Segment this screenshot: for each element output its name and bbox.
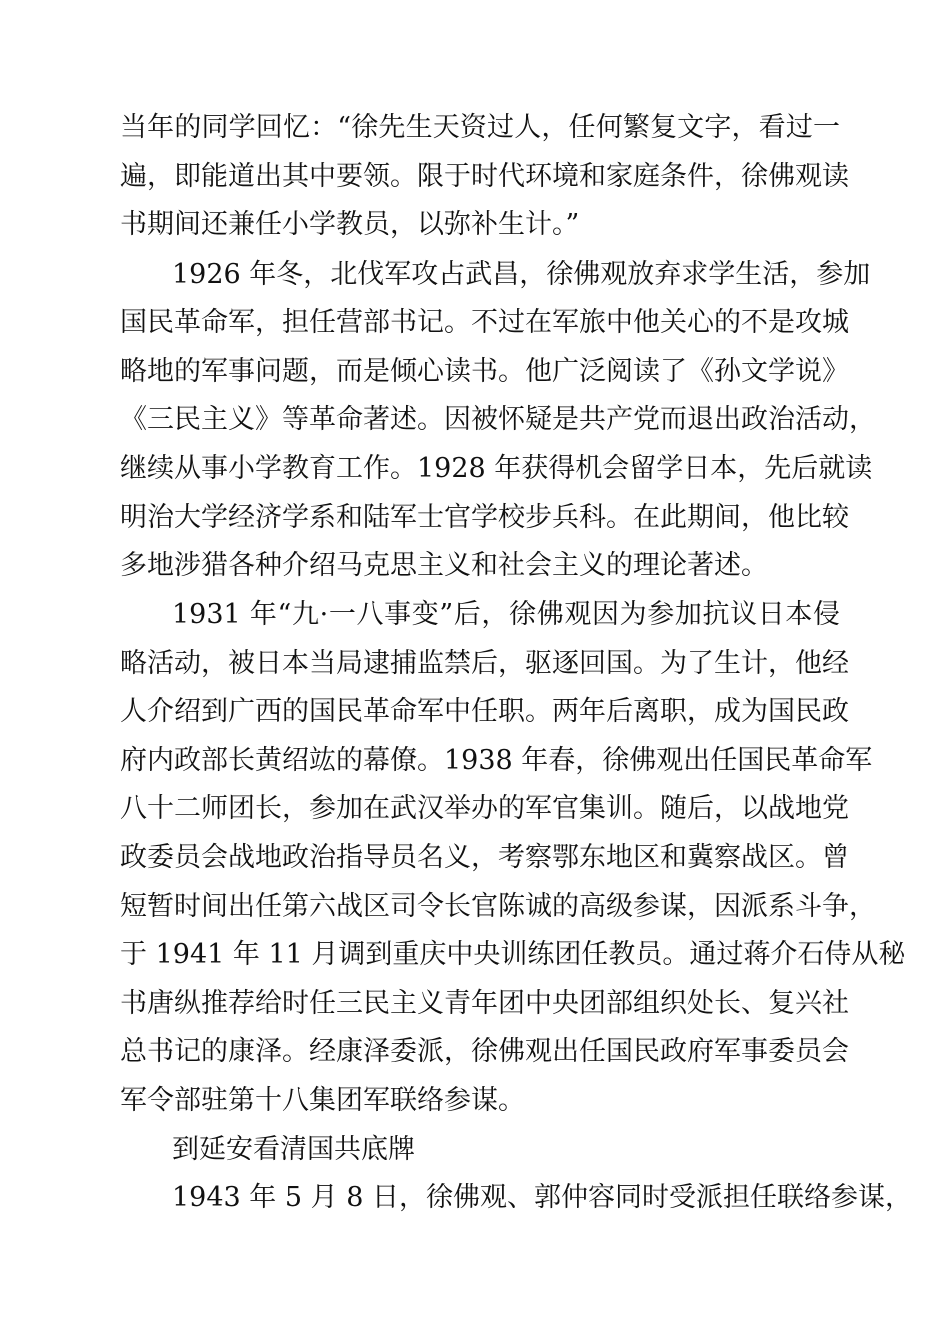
text-line: 遍，即能道出其中要领。限于时代环境和家庭条件，徐佛观读 — [120, 161, 849, 192]
text-line: 军令部驻第十八集团军联络参谋。 — [120, 1085, 525, 1116]
text-line: 略活动，被日本当局逮捕监禁后，驱逐回国。为了生计，他经 — [120, 648, 849, 679]
text-line: 继续从事小学教育工作。1928 年获得机会留学日本，先后就读 — [120, 453, 873, 484]
text-line: 国民革命军，担任营部书记。不过在军旅中他关心的不是攻城 — [120, 307, 849, 338]
text-line: 1931 年“九·一八事变”后，徐佛观因为参加抗议日本侵 — [172, 599, 840, 630]
text-line: 略地的军事问题，而是倾心读书。他广泛阅读了《孙文学说》 — [120, 356, 849, 387]
text-line: 于 1941 年 11 月调到重庆中央训练团任教员。通过蒋介石侍从秘 — [120, 939, 906, 970]
text-line: 《三民主义》等革命著述。因被怀疑是共产党而退出政治活动， — [120, 404, 876, 435]
text-line: 当年的同学回忆：“徐先生天资过人，任何繁复文字，看过一 — [120, 112, 840, 143]
text-line: 人介绍到广西的国民革命军中任职。两年后离职，成为国民政 — [120, 696, 849, 727]
text-line: 总书记的康泽。经康泽委派，徐佛观出任国民政府军事委员会 — [120, 1036, 849, 1067]
text-line: 书唐纵推荐给时任三民主义青年团中央团部组织处长、复兴社 — [120, 988, 849, 1019]
text-line: 1943 年 5 月 8 日，徐佛观、郭仲容同时受派担任联络参谋， — [172, 1182, 912, 1213]
text-line: 府内政部长黄绍竑的幕僚。1938 年春，徐佛观出任国民革命军 — [120, 745, 873, 776]
text-line: 1926 年冬，北伐军攻占武昌，徐佛观放弃求学生活，参加 — [172, 259, 871, 290]
text-line: 书期间还兼任小学教员，以弥补生计。” — [120, 209, 580, 240]
text-line: 短暂时间出任第六战区司令长官陈诚的高级参谋，因派系斗争， — [120, 891, 876, 922]
text-line: 政委员会战地政治指导员名义，考察鄂东地区和冀察战区。曾 — [120, 842, 849, 873]
text-line: 多地涉猎各种介绍马克思主义和社会主义的理论著述。 — [120, 550, 768, 581]
text-line: 明治大学经济学系和陆军士官学校步兵科。在此期间，他比较 — [120, 502, 849, 533]
section-heading: 到延安看清国共底牌 — [172, 1134, 415, 1165]
text-line: 八十二师团长，参加在武汉举办的军官集训。随后，以战地党 — [120, 793, 849, 824]
